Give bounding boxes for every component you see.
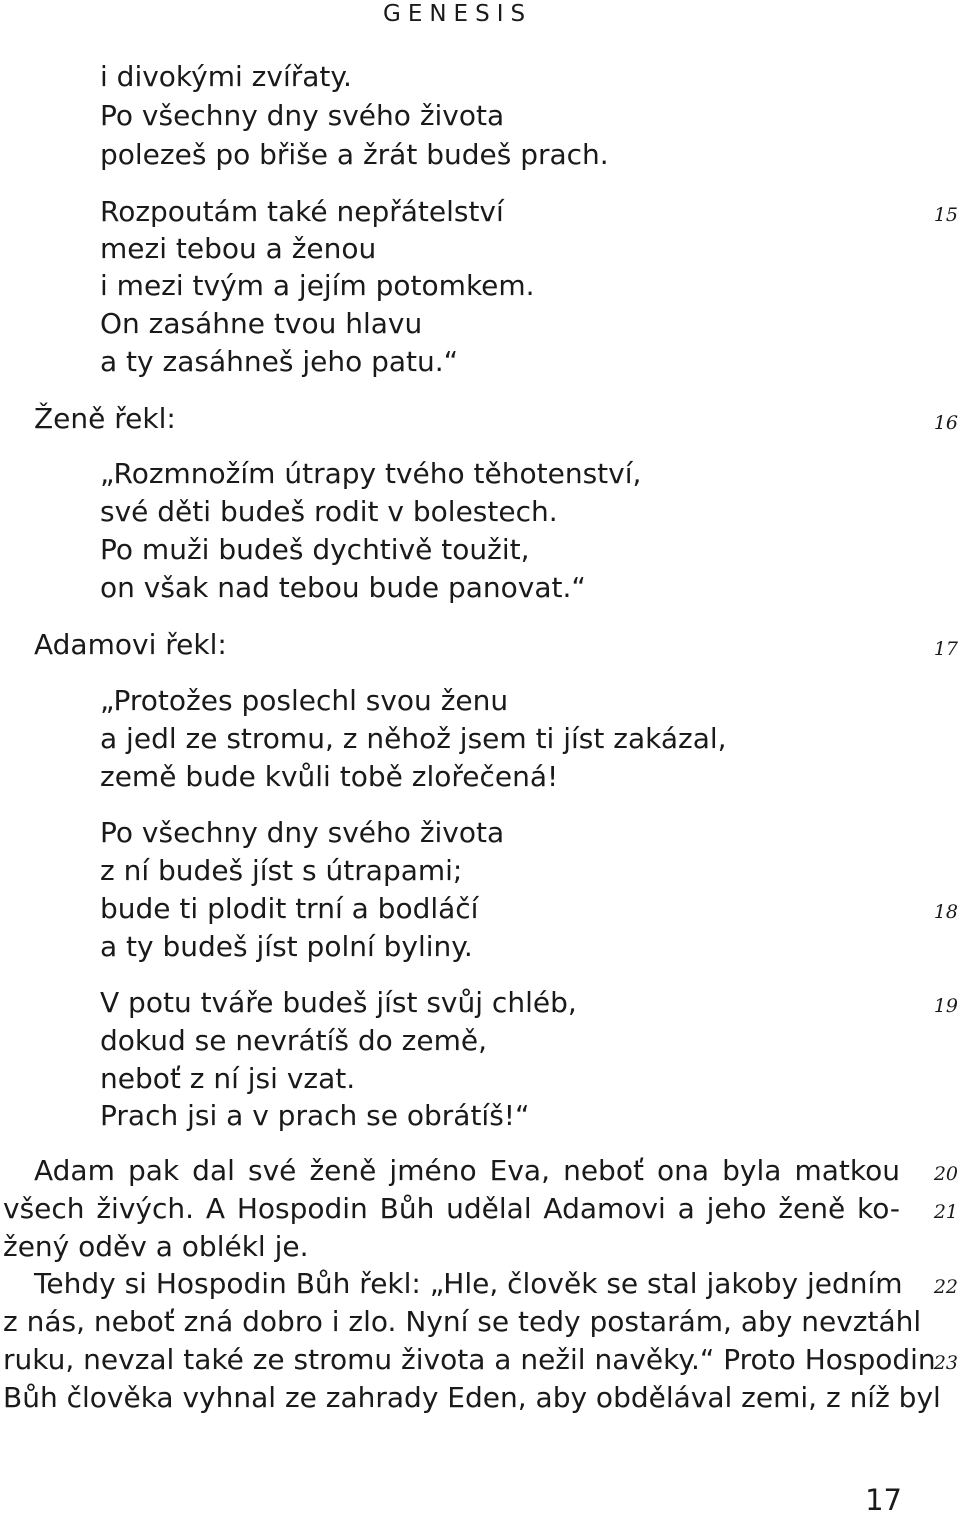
verse-line: neboť z ní jsi vzat.	[100, 1062, 356, 1095]
verse-line: bude ti plodit trní a bodláčí	[100, 892, 479, 925]
verse-number: 15	[933, 204, 958, 226]
verse-line: „Protožes poslechl svou ženu	[100, 684, 509, 717]
prose-line: všech živých. A Hospodin Bůh udělal Adamovi a jeho ženě ko-	[3, 1192, 900, 1225]
prose-line: Bůh člověka vyhnal ze zahrady Eden, aby obdělával zemi, z níž byl	[3, 1381, 941, 1414]
verse-number: 18	[933, 901, 958, 923]
verse-number: 21	[933, 1201, 958, 1223]
verse-line: i divokými zvířaty.	[100, 60, 352, 93]
verse-line: a ty budeš jíst polní byliny.	[100, 930, 473, 963]
verse-line: on však nad tebou bude panovat.“	[100, 571, 586, 604]
prose-line: Adam pak dal své ženě jméno Eva, neboť ona byla matkou	[34, 1154, 900, 1187]
verse-line: své děti budeš rodit v bolestech.	[100, 495, 558, 528]
verse-line: „Rozmnožím útrapy tvého těhotenství,	[100, 457, 642, 490]
speech-intro: Ženě řekl:	[34, 402, 176, 435]
verse-line: a jedl ze stromu, z něhož jsem ti jíst zakázal,	[100, 722, 727, 755]
verse-number: 19	[933, 995, 958, 1017]
verse-line: Po všechny dny svého života	[100, 816, 505, 849]
prose-line: Tehdy si Hospodin Bůh řekl: „Hle, člověk se stal jakoby jedním	[34, 1267, 903, 1300]
verse-number: 20	[933, 1163, 958, 1185]
prose-line: žený oděv a oblékl je.	[3, 1230, 309, 1263]
verse-line: země bude kvůli tobě zlořečená!	[100, 760, 559, 793]
prose-line: ruku, nevzal také ze stromu života a nežil navěky.“ Proto Hospodin	[3, 1343, 936, 1376]
verse-line: On zasáhne tvou hlavu	[100, 307, 423, 340]
verse-line: polezeš po břiše a žrát budeš prach.	[100, 138, 609, 171]
verse-line: mezi tebou a ženou	[100, 232, 377, 265]
verse-line: a ty zasáhneš jeho patu.“	[100, 345, 459, 378]
verse-line: i mezi tvým a jejím potomkem.	[100, 269, 535, 302]
verse-line: Po muži budeš dychtivě toužit,	[100, 533, 530, 566]
speech-intro: Adamovi řekl:	[34, 628, 227, 661]
verse-number: 23	[933, 1352, 958, 1374]
verse-number: 17	[933, 638, 958, 660]
verse-line: Rozpoutám také nepřátelství	[100, 195, 504, 228]
verse-number: 16	[933, 412, 958, 434]
running-header: GENESIS	[383, 1, 533, 27]
verse-line: V potu tváře budeš jíst svůj chléb,	[100, 986, 577, 1019]
page-number: 17	[865, 1483, 902, 1517]
verse-line: Po všechny dny svého života	[100, 99, 505, 132]
verse-line: dokud se nevrátíš do země,	[100, 1024, 487, 1057]
prose-line: z nás, neboť zná dobro i zlo. Nyní se tedy postarám, aby nevztáhl	[3, 1305, 922, 1338]
verse-line: z ní budeš jíst s útrapami;	[100, 854, 463, 887]
verse-number: 22	[933, 1276, 958, 1298]
verse-line: Prach jsi a v prach se obrátíš!“	[100, 1099, 530, 1132]
